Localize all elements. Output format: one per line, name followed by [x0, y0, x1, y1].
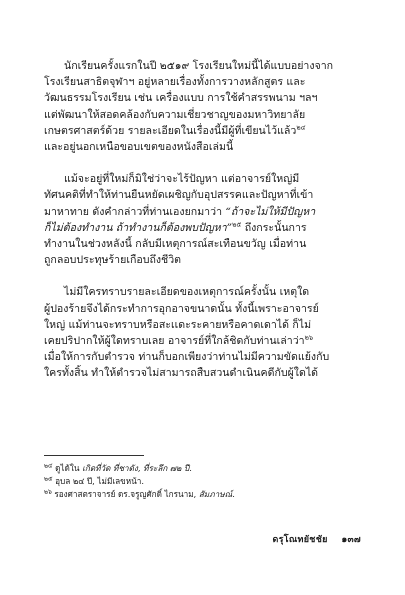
text-line: ใครทั้งสิ้น ทำให้ตำรวจไม่สามารถสืบสวนดำเนินคดีกับผู้ใดได้ [44, 367, 319, 380]
text-line: เมื่อให้การกับตำรวจ ท่านก็บอกเพียงว่าท่านไม่มีความขัดแย้งกับ [44, 351, 330, 364]
text-line: เคยปริปากให้ผู้ใดทราบเลย อาจารย์ที่ใกล้ชิดกับท่านเล่าว่า$^{๒๖}$ [44, 333, 314, 348]
text-line: ก็ไม่ต้องทำงาน ถ้าทำงานก็ต้องพบปัญหา”$^{๒๕}$ ถึงกระนั้นการ [44, 220, 307, 234]
text-line: เกษตรศาสตร์ด้วย รายละเอียดในเรื่องนี้มีผู้ที่เขียนไว้แล้ว$^{๒๔}$ [44, 123, 306, 137]
paragraph [44, 171, 362, 268]
footnote-number: ๒๕ [44, 475, 53, 483]
text-line: นักเรียนครั้งแรกในปี ๒๕๑๙ โรงเรียนใหม่นี้ได้แบบอย่างจาก [64, 60, 334, 72]
footnote-number: ๒๖ [44, 488, 52, 496]
text-line: ทำงานในช่วงหลังนี้ กลับมีเหตุการณ์สะเทือนขวัญ เมื่อท่าน [44, 238, 307, 251]
text-line: มาหาทาย ดังคำกล่าวที่ท่านเองยกมาว่า “ถ้าจะไม่ให้มีปัญหา [44, 205, 316, 218]
page-number: ๑๓๗ [341, 535, 361, 545]
quote-text: “ถ้าจะไม่ให้มีปัญหา [225, 205, 316, 218]
footnote-title: สัมภาษณ์. [198, 489, 235, 499]
footnote-ref: ๒๕ [232, 220, 242, 229]
text-line: แม้จะอยู่ที่ใหม่ก็มิใช่ว่าจะไร้ปัญหา แต่อาจารย์ใหญ่มี [64, 173, 300, 186]
footnote-ref: ๒๖ [304, 333, 314, 342]
text-line: โรงเรียนสาธิตจุฬาฯ อยู่หลายเรื่องทั้งการวางหลักสูตร และ [44, 76, 306, 89]
footnote: $^{๒๖}$ รองศาสตราจารย์ ดร.จรูญศักดิ์ ไกรนาม, สัมภาษณ์. [44, 488, 235, 499]
running-title: ดรุโณทยัชชัย [272, 535, 328, 545]
text-line: ทัศนคติที่ทำให้ท่านยืนหยัดเผชิญกับอุปสรรคและปัญหาที่เข้า [44, 189, 314, 202]
text-line: แต่พัฒนาให้สอดคล้องกับความเชี่ยวชาญของมหาวิทยาลัย [44, 108, 306, 121]
footnotes [44, 462, 362, 501]
text-line: ถูกลอบประทุษร้ายเกือบถึงชีวิต [44, 254, 182, 267]
body-text [44, 58, 362, 398]
text-line: ผู้ปองร้ายจึงได้กระทำการอุกอาจขนาดนั้น ทั้งนี้เพราะอาจารย์ [44, 302, 319, 315]
quote-text: ก็ไม่ต้องทำงาน ถ้าทำงานก็ต้องพบปัญหา” [44, 221, 233, 234]
text-line: ไม่มีใครทราบรายละเอียดของเหตุการณ์ครั้งนั้น เหตุใด [64, 286, 310, 299]
paragraph [44, 284, 362, 381]
footnote-title: เกิดที่วัด ที่ชาดัง, ที่ระลึก ๗๒ ปี. [82, 463, 192, 473]
footnote-number: ๒๔ [44, 462, 53, 470]
page-footer [272, 532, 361, 546]
text-line: วัฒนธรรมโรงเรียน เช่น เครื่องแบบ การใช้คำสรรพนาม ฯลฯ [44, 92, 318, 105]
text-line: และอยู่นอกเหนือขอบเขตของหนังสือเล่มนี้ [44, 141, 234, 154]
footnote: $^{๒๔}$ ดูได้ใน เกิดที่วัด ที่ชาดัง, ที่ระลึก ๗๒ ปี. [44, 462, 192, 473]
text-line: ใหญ่ แม้ท่านจะทราบหรือสะเเดะระคายหรือคาดเดาได้ ก็ไม่ [44, 318, 312, 331]
footnote: $^{๒๕}$ อุบล ๒๔ ปี, ไม่มีเลขหน้า. [44, 475, 144, 486]
paragraph [44, 58, 362, 155]
footnote-divider [44, 455, 144, 456]
footnote-ref: ๒๔ [296, 123, 306, 132]
